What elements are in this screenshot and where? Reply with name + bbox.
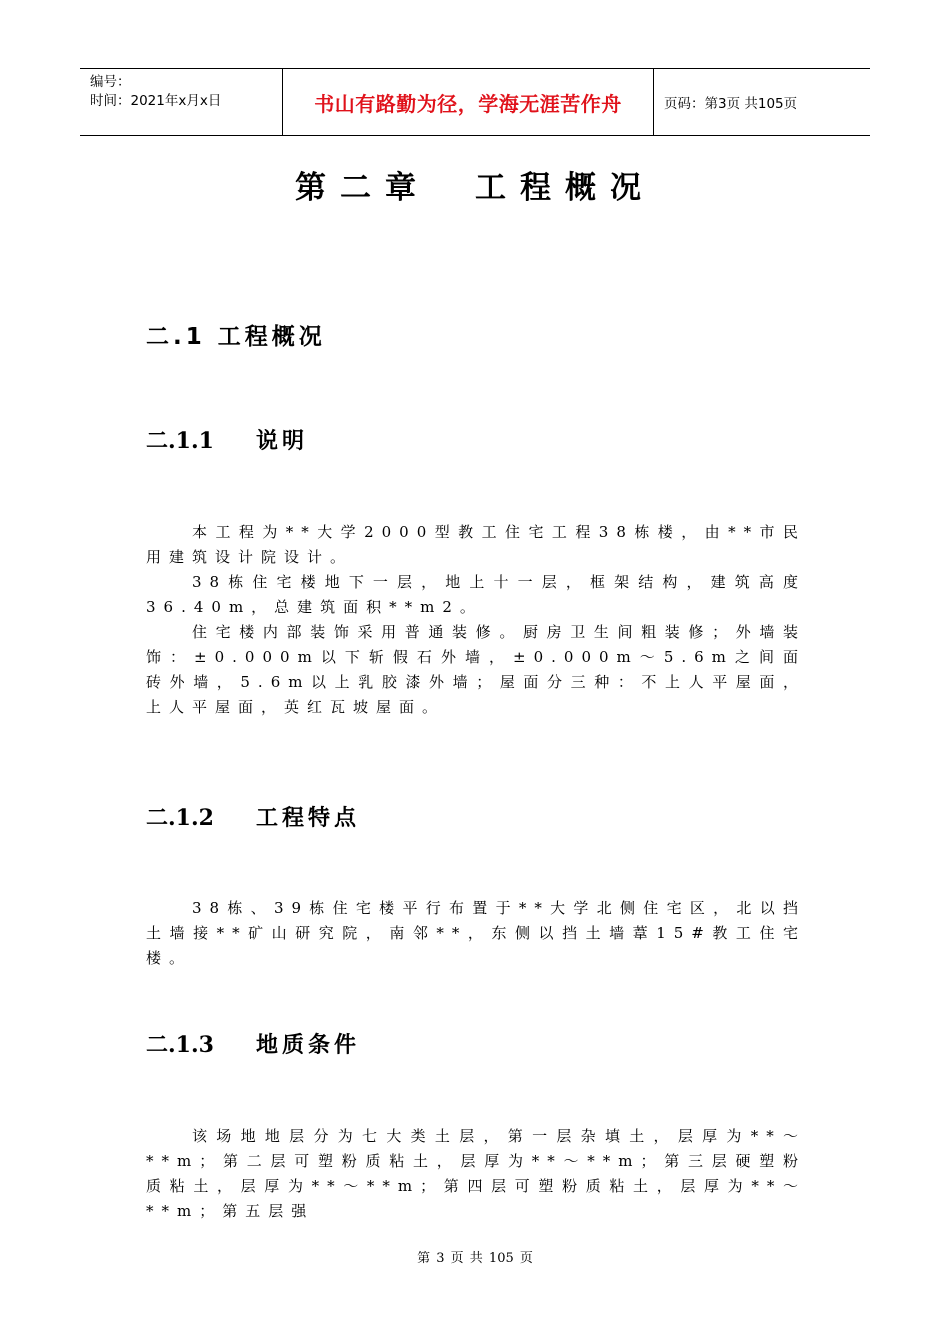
paragraph: 38栋、39栋住宅楼平行布置于**大学北侧住宅区，北以挡土墙接**矿山研究院，南邻**，东侧以挡土墙葦15#教工住宅楼。 [146, 899, 806, 967]
header-number: 编号： [90, 74, 131, 90]
header-meta [80, 69, 282, 135]
paragraph: 38栋住宅楼地下一层，地上十一层，框架结构，建筑高度36.40m，总建筑面积**m2。 [146, 573, 806, 616]
subsection-heading-2 [146, 801, 360, 832]
section-heading: 二.1 工程概况 [146, 324, 326, 350]
paragraph: 住宅楼内部装饰采用普通装修。厨房卫生间粗装修；外墙装饰：±0.000m以下斩假石外墙，±0.000m～5.6m之间面砖外墙，5.6m以上乳胶漆外墙；屋面分三种：不上人平屋面，上人平屋面，英红瓦坡屋面。 [146, 623, 806, 716]
header-motto-cell [282, 69, 654, 135]
paragraph: 本工程为**大学2000型教工住宅工程38栋楼，由**市民用建筑设计院设计。 [146, 523, 806, 566]
chapter-title: 第二章 工程概况 [295, 170, 655, 206]
paragraph: 该场地地层分为七大类土层，第一层杂填土，层厚为**～**m；第二层可塑粉质粘土，层厚为**～**m；第三层硬塑粉质粘土，层厚为**～**m；第四层可塑粉质粘土，层厚为**～**m；第五层强 [146, 1127, 806, 1220]
page-footer: 第 3 页 共 105 页 [417, 1251, 533, 1266]
header-motto: 书山有路勤为径，学海无涯苦作舟 [314, 91, 622, 116]
subsection-title: 说明 [256, 429, 309, 454]
header-page-number: 页码：第3页 共105页 [664, 96, 798, 112]
subsection-title: 工程特点 [256, 806, 361, 831]
header-page-cell [654, 69, 870, 135]
page-header [80, 68, 870, 136]
subsection-number: 二.1.1 [146, 428, 214, 454]
subsection-heading-3 [146, 1028, 360, 1059]
header-time: 时间：2021年x月x日 [90, 93, 222, 109]
subsection-heading-1 [146, 424, 308, 455]
subsection-number: 二.1.2 [146, 805, 214, 831]
subsection-number: 二.1.3 [146, 1032, 214, 1058]
subsection-title: 地质条件 [256, 1033, 361, 1058]
